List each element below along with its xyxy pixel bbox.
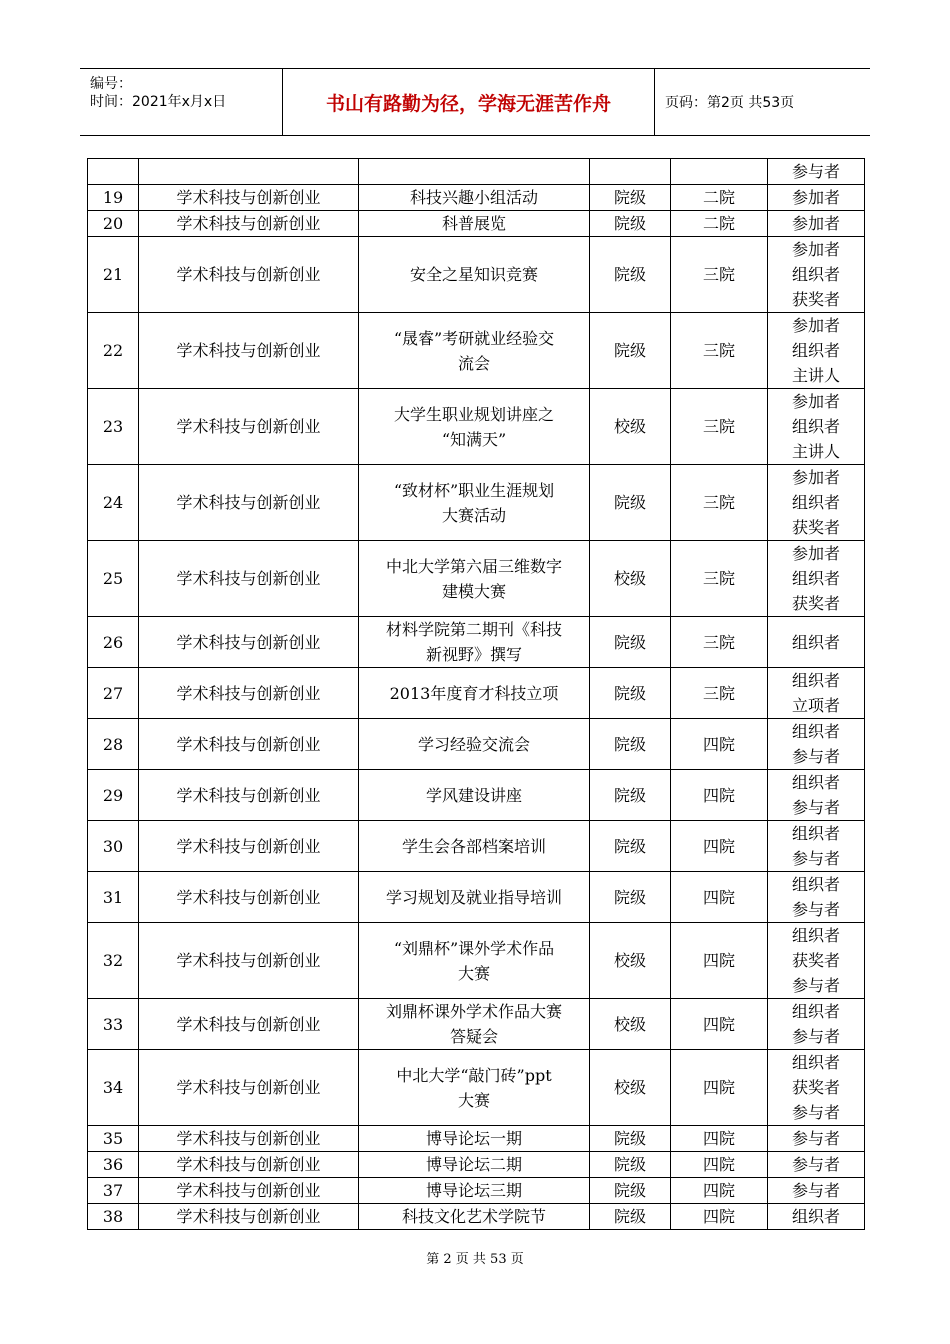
cell-role-line: 参加者	[791, 316, 840, 335]
cell-activity	[359, 313, 590, 389]
cell-activity-line: “致材杯”职业生涯规划	[393, 480, 555, 500]
cell-role-line: 组织者	[791, 773, 840, 792]
cell-category: 学术科技与创新创业	[139, 1204, 359, 1230]
cell-activity-line: 博导论坛一期	[425, 1129, 522, 1148]
cell-category: 学术科技与创新创业	[139, 313, 359, 389]
cell-role-line: 组织者	[791, 569, 840, 588]
cell-number: 21	[88, 237, 139, 313]
cell-number: 28	[88, 719, 139, 770]
cell-role	[768, 465, 865, 541]
cell-activity	[359, 617, 590, 668]
cell-activity-line: 学生会各部档案培训	[401, 836, 546, 856]
cell-level: 院级	[590, 668, 671, 719]
cell-number: 22	[88, 313, 139, 389]
cell-number: 20	[88, 211, 139, 237]
cell-college: 三院	[671, 541, 768, 617]
cell-activity	[359, 541, 590, 617]
cell-category: 学术科技与创新创业	[139, 541, 359, 617]
cell-role	[768, 237, 865, 313]
cell-college: 四院	[671, 1152, 768, 1178]
cell-college: 二院	[671, 211, 768, 237]
cell-role-line: 组织者	[791, 341, 840, 360]
page-footer: 第 2 页 共 53 页	[426, 1252, 524, 1267]
cell-role-line: 参与者	[791, 849, 840, 868]
cell-role-line: 主讲人	[791, 366, 840, 385]
cell-number: 34	[88, 1050, 139, 1126]
cell-college: 四院	[671, 1050, 768, 1126]
cell-activity	[359, 770, 590, 821]
cell-role-line: 参加者	[791, 468, 840, 487]
cell-level: 院级	[590, 313, 671, 389]
cell-role-line: 组织者	[791, 926, 840, 945]
cell-role	[768, 185, 865, 211]
cell-role-line: 参与者	[791, 162, 840, 181]
cell-role	[768, 1050, 865, 1126]
cell-category: 学术科技与创新创业	[139, 185, 359, 211]
cell-role-line: 组织者	[791, 1002, 840, 1021]
cell-role	[768, 1204, 865, 1230]
cell-activity	[359, 1050, 590, 1126]
cell-role	[768, 821, 865, 872]
table-row	[88, 541, 865, 617]
cell-category: 学术科技与创新创业	[139, 872, 359, 923]
cell-activity-line: 安全之星知识竞赛	[409, 265, 538, 284]
cell-role-line: 参与者	[791, 1181, 840, 1200]
cell-role-line: 主讲人	[791, 442, 840, 461]
cell-category	[139, 159, 359, 185]
cell-activity	[359, 1126, 590, 1152]
table-row	[88, 1050, 865, 1126]
cell-number: 27	[88, 668, 139, 719]
cell-number: 25	[88, 541, 139, 617]
cell-activity-line: 学习经验交流会	[417, 734, 530, 754]
cell-college: 四院	[671, 999, 768, 1050]
cell-level: 校级	[590, 541, 671, 617]
cell-number: 35	[88, 1126, 139, 1152]
activity-table	[87, 158, 865, 1230]
cell-number	[88, 159, 139, 185]
cell-activity-line: 大赛活动	[441, 505, 506, 525]
table-row	[88, 211, 865, 237]
cell-activity	[359, 465, 590, 541]
cell-role-line: 参与者	[791, 900, 840, 919]
cell-role-line: 参与者	[791, 1103, 840, 1122]
cell-number: 36	[88, 1152, 139, 1178]
cell-activity	[359, 719, 590, 770]
cell-role	[768, 668, 865, 719]
cell-college: 四院	[671, 923, 768, 999]
cell-role-line: 组织者	[791, 493, 840, 512]
cell-role-line: 参加者	[791, 392, 840, 411]
cell-level: 院级	[590, 872, 671, 923]
table-row	[88, 1126, 865, 1152]
cell-college	[671, 159, 768, 185]
cell-number: 37	[88, 1178, 139, 1204]
cell-level: 院级	[590, 719, 671, 770]
cell-activity-line: 学习规划及就业指导培训	[385, 887, 562, 907]
cell-activity	[359, 872, 590, 923]
cell-role-line: 组织者	[791, 671, 840, 690]
document-number-label: 编号：	[90, 76, 132, 92]
cell-category: 学术科技与创新创业	[139, 237, 359, 313]
cell-role-line: 参加者	[791, 544, 840, 563]
cell-college: 四院	[671, 770, 768, 821]
cell-role	[768, 159, 865, 185]
cell-level: 校级	[590, 1050, 671, 1126]
cell-activity-line: 中北大学第六届三维数字	[385, 556, 562, 576]
cell-college: 三院	[671, 237, 768, 313]
cell-college: 三院	[671, 668, 768, 719]
cell-number: 19	[88, 185, 139, 211]
cell-role	[768, 313, 865, 389]
cell-activity	[359, 185, 590, 211]
cell-level: 院级	[590, 617, 671, 668]
cell-activity-line: 刘鼎杯课外学术作品大赛	[385, 1002, 562, 1021]
cell-category: 学术科技与创新创业	[139, 668, 359, 719]
cell-role	[768, 872, 865, 923]
cell-college: 三院	[671, 389, 768, 465]
cell-role-line: 组织者	[791, 265, 840, 284]
header-motto: 书山有路勤为径，学海无涯苦作舟	[283, 69, 655, 135]
activity-table-body	[88, 159, 865, 1230]
cell-level: 院级	[590, 465, 671, 541]
table-row	[88, 465, 865, 541]
cell-number: 26	[88, 617, 139, 668]
cell-role	[768, 999, 865, 1050]
cell-activity	[359, 389, 590, 465]
cell-college: 四院	[671, 1126, 768, 1152]
cell-category: 学术科技与创新创业	[139, 211, 359, 237]
cell-category: 学术科技与创新创业	[139, 821, 359, 872]
cell-college: 四院	[671, 872, 768, 923]
cell-activity	[359, 1178, 590, 1204]
cell-number: 29	[88, 770, 139, 821]
cell-role	[768, 770, 865, 821]
cell-role	[768, 211, 865, 237]
cell-activity	[359, 1204, 590, 1230]
cell-number: 23	[88, 389, 139, 465]
cell-college: 四院	[671, 1204, 768, 1230]
cell-level: 院级	[590, 770, 671, 821]
cell-role-line: 参与者	[791, 1129, 840, 1148]
cell-role-line: 组织者	[791, 417, 840, 436]
cell-role-line: 获奖者	[791, 1078, 840, 1097]
cell-role	[768, 541, 865, 617]
cell-activity-line: 大学生职业规划讲座之	[393, 404, 554, 424]
cell-level: 院级	[590, 237, 671, 313]
cell-category: 学术科技与创新创业	[139, 999, 359, 1050]
cell-role-line: 组织者	[791, 722, 840, 741]
cell-activity	[359, 821, 590, 872]
cell-activity	[359, 237, 590, 313]
cell-college: 三院	[671, 617, 768, 668]
cell-college: 三院	[671, 465, 768, 541]
table-row	[88, 668, 865, 719]
table-row	[88, 1152, 865, 1178]
cell-level: 院级	[590, 1204, 671, 1230]
cell-role-line: 获奖者	[791, 518, 840, 537]
cell-activity-line: 科技兴趣小组活动	[409, 188, 538, 207]
cell-category: 学术科技与创新创业	[139, 465, 359, 541]
cell-level: 院级	[590, 1152, 671, 1178]
cell-activity	[359, 159, 590, 185]
cell-category: 学术科技与创新创业	[139, 770, 359, 821]
cell-category: 学术科技与创新创业	[139, 617, 359, 668]
table-row	[88, 389, 865, 465]
cell-activity	[359, 923, 590, 999]
cell-number: 38	[88, 1204, 139, 1230]
table-row	[88, 1178, 865, 1204]
cell-role-line: 参与者	[791, 1155, 840, 1174]
cell-role-line: 组织者	[791, 1207, 840, 1226]
cell-college: 四院	[671, 719, 768, 770]
cell-level	[590, 159, 671, 185]
cell-category: 学术科技与创新创业	[139, 719, 359, 770]
cell-role-line: 参加者	[791, 188, 840, 207]
cell-number: 33	[88, 999, 139, 1050]
cell-role-line: 参与者	[791, 747, 840, 766]
cell-role-line: 立项者	[791, 696, 840, 715]
cell-role	[768, 389, 865, 465]
table-row	[88, 1204, 865, 1230]
table-row	[88, 185, 865, 211]
cell-role-line: 组织者	[791, 824, 840, 843]
cell-college: 四院	[671, 821, 768, 872]
cell-level: 校级	[590, 999, 671, 1050]
table-row	[88, 313, 865, 389]
cell-activity-line: 大赛	[457, 1090, 490, 1110]
cell-role	[768, 923, 865, 999]
cell-activity-line: 2013年度育才科技立项	[389, 683, 559, 703]
cell-activity-line: 答疑会	[449, 1027, 498, 1046]
cell-activity-line: 流会	[457, 353, 490, 373]
cell-level: 校级	[590, 923, 671, 999]
cell-role-line: 获奖者	[791, 290, 840, 309]
cell-activity-line: 学风建设讲座	[425, 785, 522, 805]
cell-activity	[359, 1152, 590, 1178]
table-row	[88, 770, 865, 821]
cell-category: 学术科技与创新创业	[139, 923, 359, 999]
cell-level: 院级	[590, 1126, 671, 1152]
cell-activity-line: 中北大学“敲门砖”ppt	[396, 1065, 552, 1085]
cell-level: 院级	[590, 211, 671, 237]
cell-category: 学术科技与创新创业	[139, 389, 359, 465]
cell-activity-line: 科普展览	[441, 214, 506, 233]
cell-category: 学术科技与创新创业	[139, 1050, 359, 1126]
cell-activity-line: 大赛	[457, 963, 490, 983]
header-page-info: 页码：第2页 共53页	[665, 95, 795, 111]
cell-category: 学术科技与创新创业	[139, 1178, 359, 1204]
cell-activity-line: 科技文化艺术学院节	[401, 1207, 546, 1226]
cell-activity	[359, 211, 590, 237]
cell-activity-line: 博导论坛二期	[425, 1155, 522, 1174]
table-row	[88, 999, 865, 1050]
header-meta	[80, 69, 283, 135]
cell-level: 院级	[590, 1178, 671, 1204]
cell-number: 31	[88, 872, 139, 923]
table-row	[88, 237, 865, 313]
document-time-label: 时间：2021年x月x日	[90, 94, 227, 110]
cell-role-line: 组织者	[791, 632, 840, 652]
cell-role-line: 组织者	[791, 1053, 840, 1072]
table-row	[88, 872, 865, 923]
cell-activity	[359, 999, 590, 1050]
cell-activity-line: “晟睿”考研就业经验交	[393, 328, 555, 348]
cell-role	[768, 1178, 865, 1204]
table-row	[88, 617, 865, 668]
cell-role-line: 参加者	[791, 214, 840, 233]
cell-role-line: 参与者	[791, 976, 840, 995]
cell-role-line: 参与者	[791, 798, 840, 817]
cell-activity-line: “刘鼎杯”课外学术作品	[393, 938, 555, 958]
cell-activity-line: 新视野》撰写	[425, 645, 522, 664]
cell-activity	[359, 668, 590, 719]
cell-number: 30	[88, 821, 139, 872]
page-header	[80, 68, 870, 136]
cell-category: 学术科技与创新创业	[139, 1126, 359, 1152]
cell-level: 院级	[590, 185, 671, 211]
cell-role	[768, 719, 865, 770]
cell-activity-line: 建模大赛	[441, 581, 506, 601]
cell-role-line: 参与者	[791, 1027, 840, 1046]
cell-number: 32	[88, 923, 139, 999]
table-row	[88, 159, 865, 185]
cell-role	[768, 1126, 865, 1152]
table-row	[88, 923, 865, 999]
cell-role	[768, 617, 865, 668]
cell-role-line: 获奖者	[791, 594, 840, 613]
cell-college: 四院	[671, 1178, 768, 1204]
cell-level: 校级	[590, 389, 671, 465]
table-row	[88, 719, 865, 770]
cell-category: 学术科技与创新创业	[139, 1152, 359, 1178]
cell-role-line: 组织者	[791, 875, 840, 894]
cell-college: 三院	[671, 313, 768, 389]
cell-college: 二院	[671, 185, 768, 211]
cell-role	[768, 1152, 865, 1178]
cell-level: 院级	[590, 821, 671, 872]
table-row	[88, 821, 865, 872]
cell-activity-line: 材料学院第二期刊《科技	[385, 620, 562, 639]
cell-activity-line: 博导论坛三期	[425, 1181, 522, 1200]
cell-number: 24	[88, 465, 139, 541]
cell-role-line: 参加者	[791, 240, 840, 259]
cell-activity-line: “知满天”	[441, 429, 507, 449]
cell-role-line: 获奖者	[791, 951, 840, 970]
